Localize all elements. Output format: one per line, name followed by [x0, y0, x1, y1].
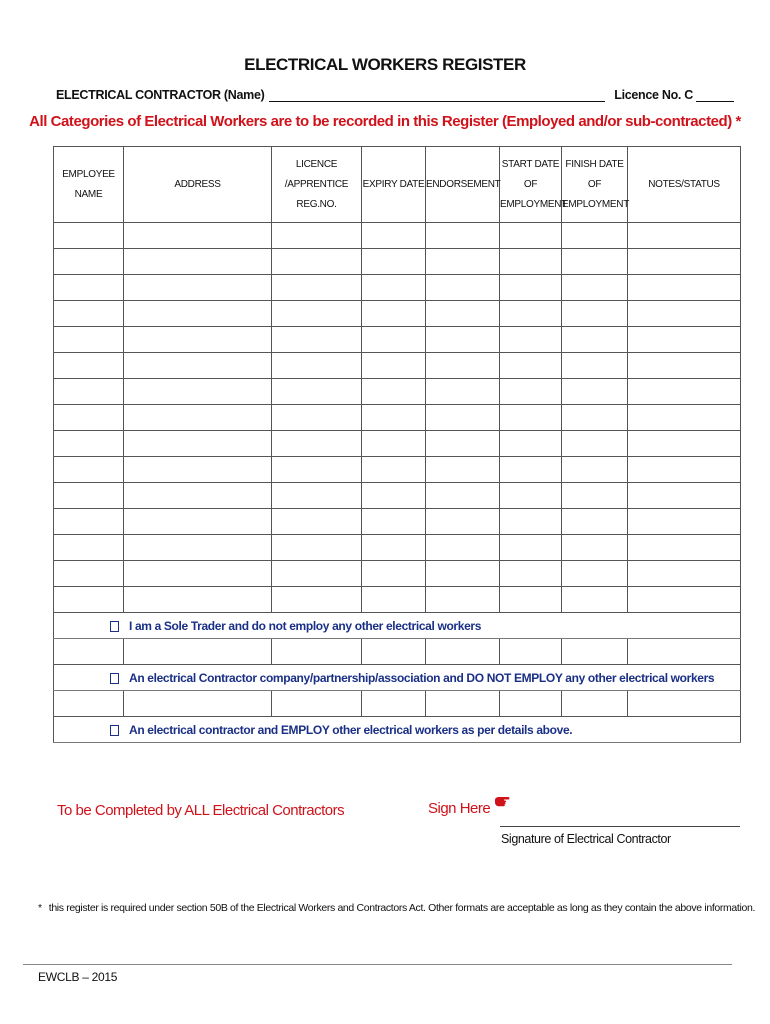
- table-cell[interactable]: [562, 353, 628, 379]
- table-cell[interactable]: [272, 483, 362, 509]
- table-cell[interactable]: [362, 223, 426, 249]
- table-cell[interactable]: [426, 353, 500, 379]
- table-cell[interactable]: [124, 509, 272, 535]
- table-row: [54, 223, 741, 249]
- declaration-option[interactable]: [54, 665, 741, 691]
- header-employee-name: EMPLOYEE NAME: [54, 147, 124, 223]
- table-cell[interactable]: [54, 431, 124, 457]
- header-notes-status: NOTES/STATUS: [628, 147, 741, 223]
- table-cell[interactable]: [628, 535, 741, 561]
- table-cell[interactable]: [124, 535, 272, 561]
- licence-number-field[interactable]: [696, 89, 734, 102]
- form-code: EWCLB – 2015: [38, 970, 118, 984]
- register-notice: All Categories of Electrical Workers are to be recorded in this Register (Employed and/or sub-contracted) *: [29, 113, 741, 130]
- table-row: [54, 587, 741, 613]
- table-cell[interactable]: [124, 457, 272, 483]
- table-cell[interactable]: [426, 223, 500, 249]
- table-cell[interactable]: [362, 639, 426, 665]
- table-cell[interactable]: [562, 431, 628, 457]
- table-cell[interactable]: [124, 405, 272, 431]
- table-cell[interactable]: [124, 275, 272, 301]
- table-row: [54, 561, 741, 587]
- table-cell[interactable]: [272, 587, 362, 613]
- table-header-row: [54, 147, 741, 223]
- table-cell[interactable]: [500, 587, 562, 613]
- table-cell[interactable]: [562, 457, 628, 483]
- signature-label: Signature of Electrical Contractor: [501, 832, 671, 846]
- table-row: [54, 535, 741, 561]
- table-row: [54, 639, 741, 665]
- table-cell[interactable]: [362, 691, 426, 717]
- table-cell[interactable]: [54, 353, 124, 379]
- table-cell[interactable]: [426, 483, 500, 509]
- table-cell[interactable]: [272, 431, 362, 457]
- table-cell[interactable]: [272, 301, 362, 327]
- licence-number-line: [614, 88, 734, 102]
- footer-divider: [23, 964, 732, 965]
- table-row: [54, 509, 741, 535]
- table-cell[interactable]: [500, 431, 562, 457]
- table-cell[interactable]: [124, 353, 272, 379]
- table-cell[interactable]: [628, 587, 741, 613]
- table-cell[interactable]: [426, 639, 500, 665]
- table-cell[interactable]: [54, 379, 124, 405]
- table-row: [54, 301, 741, 327]
- table-cell[interactable]: [562, 561, 628, 587]
- table-cell[interactable]: [124, 639, 272, 665]
- table-cell[interactable]: [124, 249, 272, 275]
- table-cell[interactable]: [426, 327, 500, 353]
- table-cell[interactable]: [628, 301, 741, 327]
- table-cell[interactable]: [628, 353, 741, 379]
- header-licence-reg-no: LICENCE /APPRENTICE REG.NO.: [272, 147, 362, 223]
- table-cell[interactable]: [362, 327, 426, 353]
- declaration-label: An electrical Contractor company/partnership/association and DO NOT EMPLOY any other electrical workers: [129, 670, 715, 685]
- table-cell[interactable]: [124, 431, 272, 457]
- table-cell[interactable]: [272, 509, 362, 535]
- checkbox-icon[interactable]: [110, 621, 119, 632]
- declaration-option[interactable]: [54, 717, 741, 743]
- table-cell[interactable]: [628, 223, 741, 249]
- table-cell[interactable]: [124, 587, 272, 613]
- table-cell[interactable]: [54, 301, 124, 327]
- table-cell[interactable]: [272, 535, 362, 561]
- header-expiry-date: EXPIRY DATE: [362, 147, 426, 223]
- table-cell[interactable]: [362, 483, 426, 509]
- table-cell[interactable]: [628, 431, 741, 457]
- table-row: [54, 275, 741, 301]
- table-cell[interactable]: [272, 405, 362, 431]
- table-cell[interactable]: [54, 587, 124, 613]
- checkbox-icon[interactable]: [110, 725, 119, 736]
- table-cell[interactable]: [362, 431, 426, 457]
- table-cell[interactable]: [54, 561, 124, 587]
- table-cell[interactable]: [500, 483, 562, 509]
- table-cell[interactable]: [54, 327, 124, 353]
- table-cell[interactable]: [54, 535, 124, 561]
- table-row: [54, 431, 741, 457]
- table-cell[interactable]: [500, 353, 562, 379]
- table-cell[interactable]: [628, 457, 741, 483]
- contractor-name-label: ELECTRICAL CONTRACTOR (Name): [56, 88, 265, 102]
- table-cell[interactable]: [124, 561, 272, 587]
- table-cell[interactable]: [362, 301, 426, 327]
- table-row: [54, 691, 741, 717]
- sign-here-marker: [428, 800, 512, 817]
- table-cell[interactable]: [362, 535, 426, 561]
- table-cell[interactable]: [54, 457, 124, 483]
- table-cell[interactable]: [124, 379, 272, 405]
- checkbox-icon[interactable]: [110, 673, 119, 684]
- register-body: [54, 223, 741, 743]
- table-cell[interactable]: [426, 457, 500, 483]
- table-cell[interactable]: [54, 275, 124, 301]
- table-cell[interactable]: [628, 275, 741, 301]
- table-cell[interactable]: [124, 327, 272, 353]
- table-cell[interactable]: [426, 249, 500, 275]
- table-cell[interactable]: [272, 561, 362, 587]
- table-cell[interactable]: [500, 249, 562, 275]
- table-cell[interactable]: [272, 639, 362, 665]
- table-cell[interactable]: [272, 223, 362, 249]
- table-cell[interactable]: [500, 223, 562, 249]
- header-endorsement: ENDORSEMENT: [426, 147, 500, 223]
- table-cell[interactable]: [362, 587, 426, 613]
- table-cell[interactable]: [628, 509, 741, 535]
- table-cell[interactable]: [628, 691, 741, 717]
- table-cell[interactable]: [500, 327, 562, 353]
- table-cell[interactable]: [54, 639, 124, 665]
- table-cell[interactable]: [426, 561, 500, 587]
- table-cell[interactable]: [562, 223, 628, 249]
- table-cell[interactable]: [562, 327, 628, 353]
- table-cell[interactable]: [54, 223, 124, 249]
- table-cell[interactable]: [426, 587, 500, 613]
- table-cell[interactable]: [562, 587, 628, 613]
- table-cell[interactable]: [628, 483, 741, 509]
- table-cell[interactable]: [426, 379, 500, 405]
- table-cell[interactable]: [124, 301, 272, 327]
- register-table: [53, 146, 741, 743]
- table-cell[interactable]: [562, 301, 628, 327]
- table-cell[interactable]: [362, 249, 426, 275]
- table-cell[interactable]: [426, 275, 500, 301]
- table-cell[interactable]: [272, 275, 362, 301]
- table-cell[interactable]: [426, 535, 500, 561]
- table-cell[interactable]: [272, 249, 362, 275]
- table-cell[interactable]: [562, 639, 628, 665]
- signature-field[interactable]: [500, 826, 740, 827]
- table-cell[interactable]: [628, 639, 741, 665]
- table-cell[interactable]: [272, 691, 362, 717]
- table-cell[interactable]: [426, 301, 500, 327]
- table-cell[interactable]: [54, 405, 124, 431]
- table-row: [54, 249, 741, 275]
- table-row: [54, 457, 741, 483]
- table-row: [54, 405, 741, 431]
- table-cell[interactable]: [272, 379, 362, 405]
- table-cell[interactable]: [426, 509, 500, 535]
- table-cell[interactable]: [562, 275, 628, 301]
- table-cell[interactable]: [562, 483, 628, 509]
- table-cell[interactable]: [426, 405, 500, 431]
- sign-here-label: Sign Here: [428, 800, 491, 817]
- table-cell[interactable]: [500, 301, 562, 327]
- table-cell[interactable]: [562, 691, 628, 717]
- footnote: [38, 902, 756, 914]
- contractor-name-line: [56, 88, 605, 102]
- table-cell[interactable]: [500, 379, 562, 405]
- table-cell[interactable]: [500, 457, 562, 483]
- table-cell[interactable]: [362, 405, 426, 431]
- footnote-marker: *: [38, 902, 42, 914]
- table-cell[interactable]: [124, 691, 272, 717]
- declaration-label: An electrical contractor and EMPLOY other electrical workers as per details above.: [129, 722, 573, 737]
- table-cell[interactable]: [628, 561, 741, 587]
- header-address: ADDRESS: [124, 147, 272, 223]
- footnote-text: this register is required under section 50B of the Electrical Workers and Contractors Act. Other formats are acceptable as long as they contain the above information.: [48, 902, 756, 914]
- header-start-date: START DATE OF EMPLOYMENT: [500, 147, 562, 223]
- table-cell[interactable]: [54, 483, 124, 509]
- pointing-hand-icon: [494, 794, 512, 812]
- declaration-row: [54, 613, 741, 639]
- table-cell[interactable]: [562, 249, 628, 275]
- header-finish-date: FINISH DATE OF EMPLOYMENT: [562, 147, 628, 223]
- table-cell[interactable]: [562, 379, 628, 405]
- table-cell[interactable]: [54, 249, 124, 275]
- declaration-row: [54, 717, 741, 743]
- table-cell[interactable]: [362, 275, 426, 301]
- table-cell[interactable]: [500, 405, 562, 431]
- table-cell[interactable]: [500, 639, 562, 665]
- table-cell[interactable]: [500, 509, 562, 535]
- table-cell[interactable]: [426, 431, 500, 457]
- table-cell[interactable]: [362, 379, 426, 405]
- table-cell[interactable]: [562, 535, 628, 561]
- table-cell[interactable]: [628, 405, 741, 431]
- table-cell[interactable]: [628, 249, 741, 275]
- table-cell[interactable]: [272, 457, 362, 483]
- contractor-name-field[interactable]: [269, 89, 605, 102]
- table-row: [54, 483, 741, 509]
- table-cell[interactable]: [272, 353, 362, 379]
- table-row: [54, 379, 741, 405]
- completion-note: To be Completed by ALL Electrical Contractors: [57, 802, 345, 819]
- table-cell[interactable]: [362, 457, 426, 483]
- declaration-option[interactable]: [54, 613, 741, 639]
- table-cell[interactable]: [362, 561, 426, 587]
- table-cell[interactable]: [628, 379, 741, 405]
- table-cell[interactable]: [272, 327, 362, 353]
- table-cell[interactable]: [500, 535, 562, 561]
- table-cell[interactable]: [124, 483, 272, 509]
- table-cell[interactable]: [562, 405, 628, 431]
- table-cell[interactable]: [124, 223, 272, 249]
- table-row: [54, 327, 741, 353]
- table-row: [54, 353, 741, 379]
- declaration-row: [54, 665, 741, 691]
- table-cell[interactable]: [54, 691, 124, 717]
- table-cell[interactable]: [500, 275, 562, 301]
- table-cell[interactable]: [500, 691, 562, 717]
- table-cell[interactable]: [628, 327, 741, 353]
- table-cell[interactable]: [500, 561, 562, 587]
- declaration-label: I am a Sole Trader and do not employ any other electrical workers: [129, 618, 482, 633]
- licence-number-label: Licence No. C: [614, 88, 693, 102]
- page-title: ELECTRICAL WORKERS REGISTER: [244, 55, 526, 74]
- table-cell[interactable]: [426, 691, 500, 717]
- table-cell[interactable]: [562, 509, 628, 535]
- table-cell[interactable]: [362, 353, 426, 379]
- table-cell[interactable]: [362, 509, 426, 535]
- table-cell[interactable]: [54, 509, 124, 535]
